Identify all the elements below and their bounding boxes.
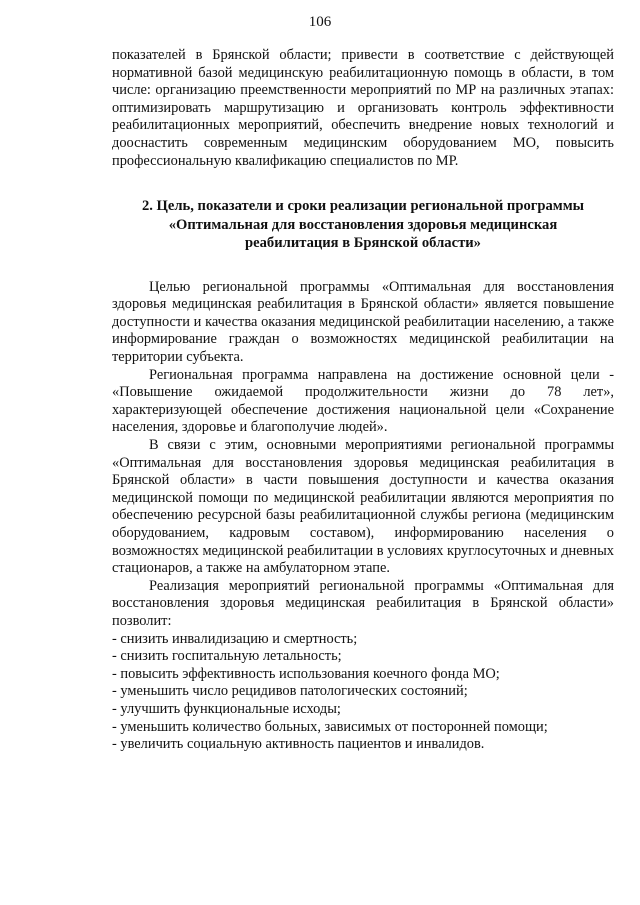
page-content: [112, 47, 614, 754]
section-heading-line: реабилитация в Брянской области»: [245, 235, 481, 252]
body-paragraph: В связи с этим, основными мероприятиями региональной программы «Оптимальная для восстановления здоровья медицинская реабилитация в Брянской области» в части повышения доступности и качества оказания медицинской помощи по медицинской реабилитации являются мероприятия по обеспечению ресурсной базы реабилитационной службы региона (медицинским оборудованием, кадровым составом), информированию населения о возможностях медицинской реабилитации в условиях круглосуточных и дневных стационаров, а также на амбулаторном этапе.: [112, 437, 614, 577]
section-heading-line: 2. Цель, показатели и сроки реализации региональной программы: [141, 198, 585, 215]
list-item: - уменьшить число рецидивов патологических состояний;: [112, 683, 468, 700]
list-item: - уменьшить количество больных, зависимых от посторонней помощи;: [112, 718, 548, 735]
section-heading: [112, 197, 614, 253]
list-item: - улучшить функциональные исходы;: [112, 700, 341, 717]
list-item: - повысить эффективность использования коечного фонда МО;: [112, 665, 500, 682]
body-paragraph: Региональная программа направлена на достижение основной цели - «Повышение ожидаемой продолжительности жизни до 78 лет», характеризующей обеспечение достижения национальной цели «Сохранение населения, здоровье и благополучие людей».: [112, 366, 614, 436]
page-number: 106: [308, 14, 332, 30]
section-heading-line: «Оптимальная для восстановления здоровья медицинская: [168, 216, 558, 233]
outcomes-list: [112, 631, 614, 754]
list-item: - снизить госпитальную летальность;: [112, 648, 342, 665]
list-item: - снизить инвалидизацию и смертность;: [112, 630, 358, 647]
body-paragraph: Реализация мероприятий региональной программы «Оптимальная для восстановления здоровья медицинская реабилитация в Брянской области» позволит:: [112, 577, 614, 629]
body-paragraph: Целью региональной программы «Оптимальная для восстановления здоровья медицинская реабилитация в Брянской области» является повышение доступности и качества оказания медицинской реабилитации населению, а также информирование граждан о возможностях медицинской реабилитации на территории субъекта.: [112, 278, 614, 366]
list-item: - увеличить социальную активность пациентов и инвалидов.: [112, 736, 485, 753]
intro-paragraph: показателей в Брянской области; привести в соответствие с действующей нормативной базой медицинскую реабилитационную помощь в области, в том числе: организацию преемственности мероприятий по МР на различных этапах: оптимизировать маршрутизацию и организовать контроль эффективности реабилитационных мероприятий, обеспечить внедрение новых технологий и дооснастить современным медицинским оборудованием МО, повысить профессиональную квалификацию специалистов по МР.: [112, 47, 614, 169]
